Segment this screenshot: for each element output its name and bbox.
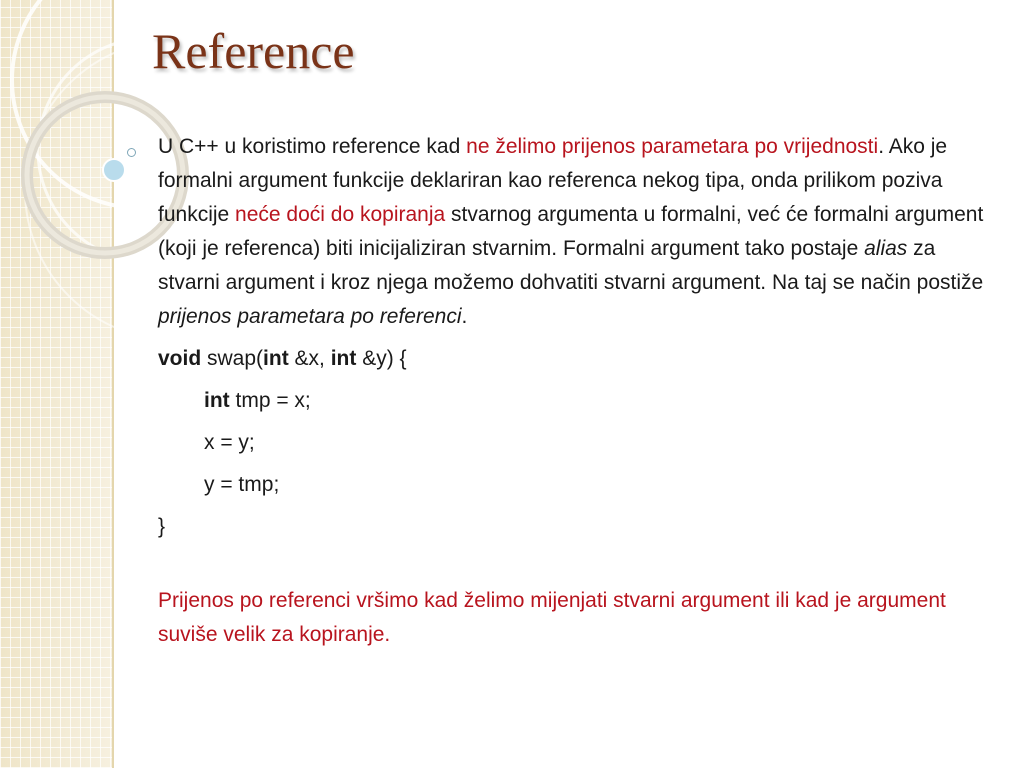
highlight-text: ne želimo prijenos parametara po vrijednosti (466, 135, 879, 158)
code-line-assign-y: y = tmp; (204, 473, 280, 496)
text-segment: stvarnog argumenta u formalni, već će formalni argument (koji je referenca) biti inicijaliziran stvarnim. Formalni argument tako postaje (158, 203, 984, 260)
code-line-assign-x: x = y; (204, 431, 255, 454)
text-segment: . Ako je formalni argument funkcije deklariran kao referenca nekog tipa, onda prilikom poziva funkcije (158, 135, 948, 226)
code-line-tmp (158, 380, 988, 422)
slide-title: Reference (152, 23, 355, 79)
note-paragraph: Prijenos po referenci vršimo kad želimo mijenjati stvarni argument ili kad je argument suviše velik za kopiranje. (158, 589, 946, 646)
bullet-icon (127, 148, 136, 157)
code-keyword: int (263, 347, 289, 370)
highlight-text: neće doći do kopiranja (235, 203, 446, 226)
text-segment: . (461, 305, 468, 328)
code-keyword: int (204, 389, 230, 412)
decorative-side-panel (0, 0, 114, 768)
code-text: tmp = x; (229, 389, 311, 412)
code-text: &x, (288, 347, 331, 370)
text-segment: za stvarni argument i kroz njega možemo dohvatiti stvarni argument. Na taj se način postiže (158, 237, 984, 294)
code-line-close: } (158, 515, 166, 538)
slide-content (158, 130, 988, 652)
code-keyword: void (158, 347, 202, 370)
italic-text: prijenos parametara po referenci (158, 305, 462, 328)
code-keyword: int (330, 347, 357, 370)
code-text: swap( (201, 347, 264, 370)
code-line-signature (158, 338, 988, 380)
text-segment: U C++ u koristimo reference kad (158, 135, 467, 158)
code-text: &y) { (356, 347, 407, 370)
italic-text: alias (864, 237, 908, 260)
intro-paragraph (158, 130, 988, 334)
